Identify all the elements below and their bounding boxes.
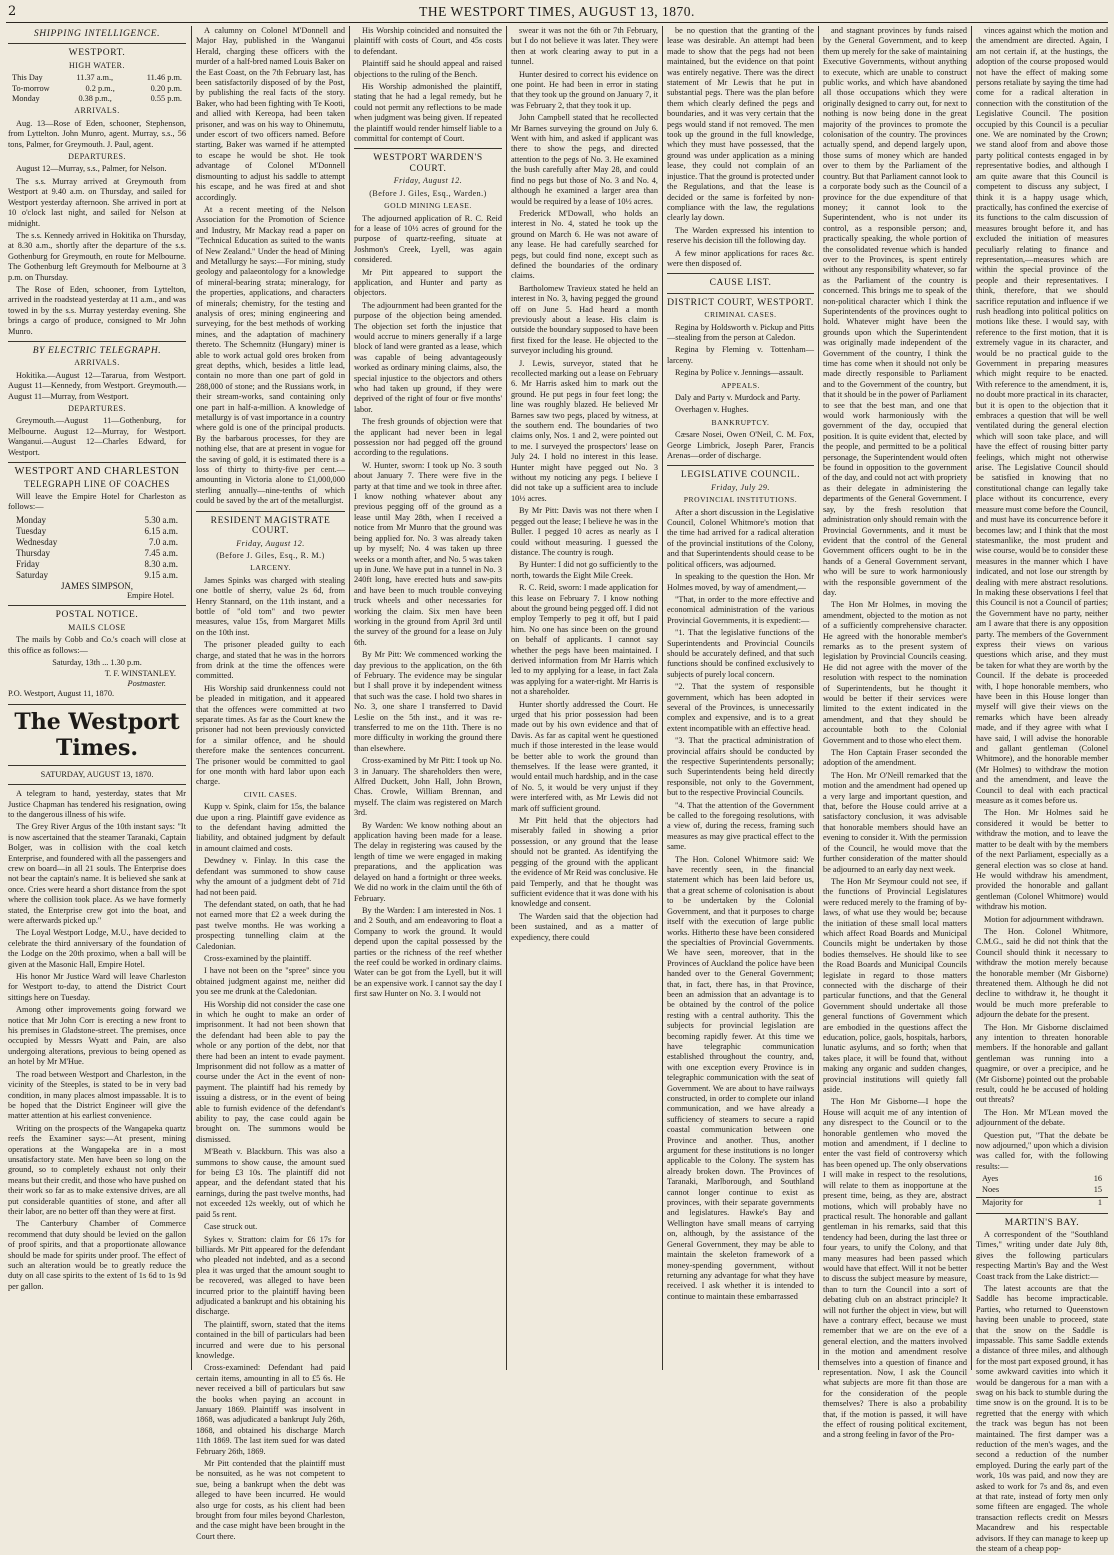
paragraph: Regina by Fleming v. Tottenham—larceny. bbox=[667, 345, 814, 365]
tide-day: To-morrow bbox=[12, 83, 50, 93]
postmaster-title: Postmaster. bbox=[127, 678, 166, 688]
coach-ad-title: WESTPORT AND CHARLESTON bbox=[14, 466, 180, 478]
rule bbox=[8, 605, 186, 606]
paragraph: The prisoner pleaded guilty to each charge, and stated that he was in the horrors from drink at the time the offences were committed. bbox=[196, 640, 345, 681]
tide-am: 0.2 p.m., bbox=[85, 83, 115, 93]
paragraph: By Hunter: I did not go sufficiently to the north, towards the Eight Mile Creek. bbox=[511, 560, 658, 580]
vote-count: 1 bbox=[1097, 1198, 1102, 1208]
coach-row bbox=[8, 559, 186, 570]
subheading: DEPARTURES. bbox=[68, 404, 126, 413]
tide-day: Monday bbox=[12, 94, 40, 104]
paragraph: His honor Mr Justice Ward will leave Charleston for Westport to-day, to attend the District Court sittings here on Tuesday. bbox=[8, 972, 186, 1002]
paragraph: At a recent meeting of the Nelson Association for the Promotion of Science and Industry, Mr Mackay read a paper on "Technical Education as suited to the wants of New Zealand." Under the head of Mining and Metallurgy he says:—For mining, study geology and palaeontology for a knowledge of mineral-bearing strata; mineralogy, for the properties, applications, and characters of minerals; chemistry, for the testing and analysis of ores; mining engineering and surveying, for the best methods of working mines, and the adaptation of machinery thereto. The Schemnitz (Hungary) miner is able to work actual gold ores broken from great depths, which, besides a little lead, contain no more than one part of gold in 288,000 of stone; and the Russians work, in their stream-works, sand containing only one part in half-a-million. A knowledge of metallurgy is of vast importance in a country where gold is one of the principal products. By the barbarous processes, for they are nothing else, that are at present in vogue for the saving of gold, it is estimated there is a loss of thirty to thirty-five per cent.—amounting in Victoria alone to £1,000,000 sterling annually—nine-tenths of which could be saved by the art of the metallurgist. bbox=[196, 204, 345, 506]
paragraph: W. Hunter, sworn: I took up No. 3 south about January 7. There were five in the party at that time and we took in three after. I know nothing whatever about any previous pegging off of the ground as a lease until May 28th, when I received a notice from Mr Munro that the ground was being applied for. No. 3 was already taken up by myself; No. 4 was taken up three weeks or a month after, and No. 5 was taken up in June. We have put in a tunnel in No. 3 240ft long, have erected huts and saw-pits and have been to much trouble conveying truck wheels and other necessaries for working the claim. Six men have been working in the ground from April 3rd until the survey of the ground for a lease on July 6th. bbox=[354, 460, 502, 647]
paragraph: "1. That the legislative functions of the Superintendents and Provincial Councils should be accurately defined, and that such functions should be confined exclusively to subjects of purely local concern. bbox=[667, 628, 814, 679]
paragraph: Mr Pitt appeared to support the application, and Hunter and party as objectors. bbox=[354, 267, 502, 298]
masthead: The Westport Times. bbox=[14, 708, 180, 761]
paragraph: The Grey River Argus of the 10th instant says: "It is now ascertained that the steamer Taranaki, Captain Bolger, was in collision with the coal ketch Enterprise, and foundered with all the passengers and crew on board—in all 21 souls. The Enterprise does not bear the captain's name. It is believed she sank at once. Cries were heard a short distance from the spot where the collision took place. As we have formerly stated, the Enterprise crew got into the boat, and were afterwards picked up." bbox=[8, 822, 186, 925]
coach-time: 5.30 a.m. bbox=[144, 514, 178, 525]
paragraph: The Canterbury Chamber of Commerce recommend that duty should be levied on the gallon of proof spirits, and that a proportionate allowance should be made for spirits under proof. The effect of such an alteration would be to greatly reduce the duty on all case spirits to the extent of 1s 6d to 1s 9d per gallon. bbox=[8, 1219, 186, 1291]
section-date: Friday, July 29. bbox=[711, 482, 770, 492]
paragraph: By Mr Pitt: We commenced working the day previous to the application, on the 6th of February. The evidence may be singular but I shall prove it by independent witness that such was the case. I hold two shares in No. 3, one share I transferred to David Leslie on the 5th inst., and it was re-transferred to me on the 11th. There is no more difficulty in working the ground there than elsewhere. bbox=[354, 650, 502, 753]
telegraph-heading: BY ELECTRIC TELEGRAPH. bbox=[32, 345, 162, 356]
column-rule bbox=[191, 26, 192, 1370]
vote-row bbox=[976, 1185, 1108, 1195]
vote-count: 15 bbox=[1093, 1184, 1102, 1194]
rule bbox=[667, 273, 814, 274]
section-heading: CAUSE LIST. bbox=[709, 278, 772, 289]
paragraph: The s.s. Kennedy arrived in Hokitika on Thursday, at 8.30 a.m., shortly after the departure of the s.s. Gothenburg for Greymouth, en route for Melbourne. The Gothenburg left Greymouth for Melbourne at 3 p.m. on Thursday. bbox=[8, 230, 186, 282]
paragraph: The Hon. Mr O'Neill remarked that the motion and the amendment had opened up a very large and important question, and that, before the House could arrive at a satisfactory conclusion, it was advisable that honorable members should have an evening to consider it. With the permission of the Council, he would move that the further consideration of the matter should be adjourned to an early day next week. bbox=[823, 770, 967, 874]
paragraph: vinces against which the motion and the amendment are directed. Again, I am not certain if, at the hustings, the adoption of the course proposed would not have the effect of making some persons retaliate by saying the time had come for a radical alteration in connection with the constitution of the Legislative Council. The position occupied by this Council is a peculiar one. We are nominated by the Crown; we stand aloof from and above those party political contests engaged in by representative bodies, and although I am quite aware that this Council is competent to discuss any subject, I think it is a happy usage which, practically, has confined the exercise of its functions to the calm discussion of measures brought before it, and has excluded the initiation of measures peculiarly relating to finance and representation,—measures which are within the special province of the people and their representatives. I think, therefore, that we should sacrifice reputation and influence if we rush headlong into political politics on motions like these. I would say, with reference to the first motion, that it is extremely vague in its character, and would be no practical guide to the Government in preparing measures which might require to be enacted. With reference to the amendment, it is, no doubt more practical in its character, but it is open to the objection that it embraces a question that will be well ventilated during the general election which will soon take place, and will have the effect of rousing bitter party feelings, which might not otherwise arise. The Legislative Council should be satisfied in knowing that no constitutional change can legally take place without its concurrence, every measure must come before the Council, and must have its concurrence before it becomes law; and I think that the most statesmanlike, the most prudent and wise course, would be to consider these measures in the manner which I have indicated, and not lose our strength by dealing with mere abstract resolutions. In making these observations I feel that this Council is not a Council of parties; the Government have no party, neither am I aware that there is any opposition party. The members of the Government express their views on various questions which arise, and they must be taken for what they are worth by the Council. If the debate is proceeded with, I hope honorable members, who have been in this House longer than myself will give their views on the remarks which have been already made, and if they agree with what I have said, I will advise the honorable and gallant gentleman (Colonel Whitmore), and the honorable member (Mr Holmes) to withdraw the motion and the amendment, and leave the Council to deal with each practical measure as it comes before us. bbox=[976, 26, 1108, 806]
paragraph: Hokitika.—August 12—Tararua, from Westport. August 11—Kennedy, from Westport. Greymouth.—August 11—Murray, from Westport. bbox=[8, 370, 186, 401]
paragraph: The Hon. Mr Holmes said he considered it would be better to withdraw the motion, and to leave the matter to be dealt with by the members of the next Parliament, especially as a general election was so close at hand. He would withdraw his amendment, provided the honorable and gallant gentleman (Colonel Whitmore) would withdraw his motion. bbox=[976, 808, 1108, 912]
rule bbox=[8, 704, 186, 705]
paragraph: Cross-examined by Mr Pitt: I took up No. 3 in January. The shareholders then were, Alfred Duckett, John Hall, John Brown, Chas. Crowle, William Brennan, and myself. The claim was registered on March 3rd. bbox=[354, 756, 502, 818]
coach-owner-place: Empire Hotel. bbox=[126, 591, 174, 601]
paragraph: Cross-examined: Defendant had paid certain items, amounting in all to £5 6s. He never received a bill of particulars but saw the books when paying an account in January 1869. Plaintiff was insolvent in 1868, was adjudicated a bankrupt July 26th, 1868, and obtained his discharge March 11th 1869. The last item sued for was dated February 26th, 1869. bbox=[196, 1363, 345, 1456]
coach-day: Tuesday bbox=[16, 525, 47, 536]
coach-row bbox=[8, 537, 186, 548]
paragraph: The Hon. Mr Gisborne disclaimed any intention to threaten honorable members. If the honorable and gallant gentleman was running into a quagmire, or over a precipice, and he (Mr Gisborne) pointed out the probable result, could he be accused of holding out threats? bbox=[976, 1022, 1108, 1105]
subheading: LARCENY. bbox=[250, 563, 291, 573]
header-rule bbox=[6, 22, 1108, 23]
paragraph: Bartholomew Travieux stated he held an interest in No. 3, having pegged the ground off on June 5. Had heard a month previously about a lease. His claim is outside the boundary supposed to have been first fixed for the lease. He objected to the surveyor including his ground. bbox=[511, 283, 658, 356]
subheading: BANKRUPTCY. bbox=[711, 417, 770, 427]
coach-timetable bbox=[8, 515, 186, 581]
postal-date: P.O. Westport, August 11, 1870. bbox=[8, 689, 115, 699]
rule bbox=[8, 784, 186, 785]
coach-day: Friday bbox=[16, 558, 40, 569]
paragraph: The latest accounts are that the Saddle has become impracticable. Parties, who returned to Queenstown having been unable to proceed, state that the snow on the Saddle is impassable. This same Saddle extends a distance of three miles, and although for the most part exposed ground, it has some awkward cavities into which it would be dangerous for a man with a swag on his back to stumble during the time snow is on the ground. It is to be regretted that the energy with which the track was begun has not been maintained. The first damper was a reduction of the men's wages, and the second a reduction of the number employed. During the early part of the work, 10s was paid, and now they are asked to work for 7s and 8s, and even at that rate, instead of forty men only some fifteen are engaged. The whole transaction reflects credit on Messrs Macandrew and his respectable advisors. If they can manage to keep up the steam of a cheap pop- bbox=[976, 1283, 1108, 1554]
rule bbox=[8, 765, 186, 766]
coach-time: 8.30 a.m. bbox=[144, 558, 178, 569]
rule bbox=[667, 293, 814, 294]
paragraph: Regina by Police v. Jennings—assault. bbox=[675, 368, 804, 378]
tide-row bbox=[8, 84, 186, 94]
paragraph: The Hon. Colonel Whitmore, C.M.G., said he did not think that the Council should think it necessary to withdraw the motion merely because the honorable member (Mr Gisborne) threatened them. Although he did not decline to withdraw it, he thought it would be much more preferable to adjourn the debate for the present. bbox=[976, 926, 1108, 1020]
paragraph: I have not been on the "spree" since you obtained judgment against me, neither did you see me drunk at the Caledonian. bbox=[196, 966, 345, 997]
column-rule bbox=[662, 26, 663, 1370]
coach-time: 6.15 a.m. bbox=[144, 525, 178, 536]
paragraph: The Hon Captain Fraser seconded the adoption of the amendment. bbox=[823, 748, 967, 768]
postmaster-name: T. F. WINSTANLEY. bbox=[104, 668, 176, 678]
paragraph: J. Lewis, surveyor, stated that he recollected marking out a lease on February 6. Mr Harris asked him to mark out the ground. He put pegs in four feet long; the line was roughly blazed. He believed Mr Barnes saw two pegs, placed by witness, at the southern end. The boundaries of two claims only, Nos. 1 and 2, were pointed out to me. I surveyed the prospectors' lease on July 24. I hold no interest in this lease. Hunter might have pegged out No. 3 without my noticing any pegs. I believe I did not take up a sufficient area to include 10½ acres. bbox=[511, 358, 658, 503]
paragraph: Motion for adjournment withdrawn. bbox=[984, 914, 1104, 924]
paragraph: Case struck out. bbox=[204, 1222, 258, 1232]
coach-time: 7.0 a.m. bbox=[149, 536, 178, 547]
paragraph: By Warden: We know nothing about an application having been made for a lease. The delay in registering was caused by the length of time we were engaged in making preparations, and the application was delayed on hand a fortnight or three weeks. We did no work in the claim until the 6th of February. bbox=[354, 820, 502, 903]
paragraph: The fresh grounds of objection were that the applicant had never been in legal possession nor had pegged off the ground according to the regulations. bbox=[354, 417, 502, 458]
paragraph: The Hon Mr Seymour could not see, if the functions of Provincial Legislatures were reduced merely to the framing of by-laws, of what use they would be; because the initiation of these small local matters which affect Road Boards and Municipal Councils might be undertaken by those bodies themselves. He should like to see the Road Boards and Municipal Councils legislate in regard to those matters connected with the discharge of their particular functions, and that the General Government should undertake all those general functions of Government which are embodied in the questions affect the education, police, gaols, hospitals, harbors, lunatic asylums, and so forth; when that takes place, it will be found that, without making any organic and sudden changes, provincial institutions will quietly fall aside. bbox=[823, 876, 967, 1095]
coach-day: Thursday bbox=[16, 547, 50, 558]
paragraph: After a short discussion in the Legislative Council, Colonel Whitmore's motion that the time had arrived for a radical alteration of the provincial institutions of the Colony, and that Superintendents should cease to be political officers, was adjourned. bbox=[667, 507, 814, 569]
paragraph: The s.s. Murray arrived at Greymouth from Westport at 9.40 a.m. on Thursday, and sailed for Westport yesterday afternoon. She arrived in port at 10 o'clock last night, and sailed for Nelson at midnight. bbox=[8, 176, 186, 228]
subheading: ARRIVALS. bbox=[74, 358, 120, 368]
tide-am: 0.38 p.m., bbox=[78, 94, 112, 104]
paragraph: Daly and Party v. Murdock and Party. bbox=[675, 393, 801, 402]
page-number: 2 bbox=[8, 4, 17, 19]
paragraph: His Worship said drunkenness could not be pleaded in mitigation, and it appeared that the offences were committed at two separate times. As far as the Court knew the prisoner had not been previously convicted for a similar offence, and he should therefore make the sentences concurrent. The prisoner would be committed to gaol for one month with hard labor upon each charge. bbox=[196, 683, 345, 787]
section-date: Friday, August 12. bbox=[393, 176, 463, 186]
vote-label: Majority for bbox=[982, 1198, 1023, 1208]
paragraph: "That, in order to the more effective and economical administration of the various Provincial Governments, it is expedient:— bbox=[667, 594, 814, 625]
section-bench: (Before J. Giles, Esq., R. M.) bbox=[216, 550, 325, 560]
paragraph: The Warden said that the objection had been sustained, and as a matter of expediency, there could bbox=[511, 911, 658, 942]
paragraph: R. C. Reid, sworn: I made application for this lease on February 7. I know nothing about the ground being pegged off. I did not employ Temperly to peg it off, but I paid him. No one has since been on the ground on behalf of applicants. I cannot say whether the pegs have been maintained. I derived information from Mr Harris which led to my applying for a lease, in fact Zala was applying for a water-right. Mr Harris is not a shareholder. bbox=[511, 583, 658, 697]
paragraph: In speaking to the question the Hon. Mr Holmes moved, by way of amendment,— bbox=[667, 572, 814, 592]
vote-count: 16 bbox=[1093, 1174, 1102, 1184]
paragraph: By Mr Pitt: Davis was not there when I pegged out the lease; I believe he was in the Buller. I pegged 10 acres as nearly as I could without measuring. I guessed the distance. The country is rough. bbox=[511, 506, 658, 557]
paragraph: Will leave the Empire Hotel for Charleston as follows:— bbox=[8, 491, 186, 512]
paragraph: A correspondent of the "Southland Times," writing under date July 8th, gives the following particulars respecting Martin's Bay and the West Coast track from the Lake district:— bbox=[976, 1229, 1108, 1281]
paragraph: James Spinks was charged with stealing one bottle of sherry, value 2s 6d, from Henry Stannard, on the 11th instant, and a bottle of "old tom" and two pewter measures, value 15s, from Margaret Mills on the 10th inst. bbox=[196, 575, 345, 637]
paragraph: Greymouth.—August 11—Gothenburg, for Melbourne. August 12—Murray, for Westport. Wanganui.—August 12—Charles Edward, for Westport. bbox=[8, 416, 186, 457]
vote-row bbox=[976, 1174, 1108, 1184]
tide-pm: 0.20 p.m. bbox=[150, 83, 182, 93]
coach-day: Saturday bbox=[16, 569, 48, 580]
rule bbox=[8, 462, 186, 463]
paragraph: A calumny on Colonel M'Donnell and Major Hay, published in the Wanganui Herald, charging these officers with the murder of a half-bred named Louis Baker on the East Coast, on the 7th February last, has been satisfactorily disposed of by the Post, by publishing the real facts of the story. Baker, who had been fighting with Te Kooti, and allied with Kereopa, had been taken prisoner, and was on his way to Ohinemutu, under escort of two officers named. Before starting, Baker was warned if he attempted to escape he would be shot. He took advantage of Colonel M'Donnell dismounting to adjust his saddle to attempt his escape, and he was fired at and shot accordingly. bbox=[196, 26, 345, 202]
paragraph: "4. That the attention of the Government be called to the foregoing resolutions, with a view of, during the recess, framing such measures as may give practical effect to the same. bbox=[667, 800, 814, 852]
rule bbox=[8, 341, 186, 342]
paragraph: Among other improvements going forward we notice that Mr John Corr is erecting a new front to his premises in Gladstone-street. The premises, once occupied by Messrs Wyatt and Pain, are also undergoing alterations, previous to being opened as an hotel by Mr M'Hue. bbox=[8, 1005, 186, 1067]
paragraph: A telegram to hand, yesterday, states that Mr Justice Chapman has tendered his resignation, owing to the dangerous illness of his wife. bbox=[8, 789, 186, 819]
paragraph: "3. That the practical administration of provincial affairs should be conducted by the respective Superintendents personally; such Superintendents being held directly responsible, not only to the Government, but to the respective Provincial Councils. bbox=[667, 736, 814, 798]
division-table bbox=[976, 1174, 1108, 1208]
column-4 bbox=[511, 26, 658, 1370]
column-rule bbox=[971, 26, 972, 1370]
rule bbox=[976, 1213, 1108, 1214]
paragraph: Dewdney v. Finlay. In this case the defendant was summoned to show cause why the amount of a judgment debt of 71d had not been paid. bbox=[196, 856, 345, 897]
paragraph: Mr Pitt held that the objectors had miserably failed in showing a prior possession, or any ground that the lease should not be granted. As identifying the pegging of the ground with the applicant the evidence of Mr Reid was conclusive. He paid Temperly, and that he thought was sufficient evidence that it was done with his knowledge and consent. bbox=[511, 816, 658, 909]
paragraph: The Rose of Eden, schooner, from Lyttelton, arrived in the roadstead yesterday at 11 a.m., and was towed in by the s.s. Murray yesterday evening. She brings a cargo of produce, consigned to Mr John Munro. bbox=[8, 284, 186, 336]
paragraph: Frederick M'Dowall, who holds an interest in No. 4, stated he took up the ground on March 6. He was not aware of any lease. He had carefully searched for pegs, but could find none, except such as defined the boundaries of the ordinary claims. bbox=[511, 208, 658, 281]
paragraph: Plaintiff said he should appeal and raised objections to the ruling of the Bench. bbox=[354, 59, 502, 79]
paragraph: Hunter desired to correct his evidence on one point. He had been in error in stating that they took up the ground on January 7, it was February 2, that they took it up. bbox=[511, 69, 659, 110]
paragraph: Cross-examined by the plaintiff. bbox=[204, 953, 312, 963]
paragraph: The Loyal Westport Lodge, M.U., have decided to celebrate the third anniversary of the foundation of the Lodge on the 20th proximo, when a ball will be given at the Masonic Hall, Empire Hotel. bbox=[8, 928, 186, 969]
tide-row bbox=[8, 73, 186, 83]
column-6 bbox=[823, 26, 967, 1440]
paragraph: "2. That the system of responsible government, which has been adopted in several of the Provinces, is unnecessarily complex and expensive, and is to a great extent incompatible with an effective head. bbox=[667, 682, 814, 733]
section-bench: (Before J. Giles, Esq., Warden.) bbox=[369, 188, 487, 198]
tide-am: 11.37 a.m., bbox=[76, 73, 114, 83]
tide-pm: 0.55 p.m. bbox=[150, 94, 182, 104]
paragraph: The Hon Mr Gisborne—I hope the House will acquit me of any intention of any disrespect to the Council or to the honorable gentlemen who moved the motion and amendment, if I decline to enter the vast field of controversy which has been opened up. The only observations I will make in respect to the resolutions, will relate to them as inopportune at the present time, being, as they are, abstract motions, which will probably have no practical result. The honorable and gallant gentleman in his remarks, said that this tendency had been, during the last three or four years, to unify the Colony, and that many measures had been passed which would have that effect. Will it not be better to discuss the subject measure by measure, than to turn the Council into a sort of debating club on an abstract principle? It will not further the object in view, but will have a contrary effect, because we must remember that we are on the eve of a general election, and the matters involved in the motion and amendment resolve themselves into a question of finance and representation. Now, I ask the Council what subjects are more fit than those are for the consideration of the people themselves? There is also a probability that, if the motion is passed, it will have the effect of rousing political excitement, and a strong feeling in favor of the Pro- bbox=[823, 1097, 967, 1440]
coach-ad-subtitle: TELEGRAPH LINE OF COACHES bbox=[24, 479, 170, 490]
paragraph: Writing on the prospects of the Wangapeka quartz reefs the Examiner says:—At present, mining operations at the Wangapeka are in a most unsatisfactory state. Men have been so long on the ground, so to completely exhaust not only their means but their credit, and those who have pushed on their work so far as to make extensive drives, are all put considerable quantities of stone, and after all their labor, are no better off than they were at first. bbox=[8, 1123, 186, 1216]
section-heading: RESIDENT MAGISTRATE COURT. bbox=[210, 515, 331, 537]
page-header bbox=[0, 4, 1114, 22]
paragraph: The road between Westport and Charleston, in the vicinity of the Steeples, is stated to be in very bad condition, in many places almost impassable. It is to be hoped that the District Engineer will give the matter attention at his earliest convenience. bbox=[8, 1069, 186, 1121]
column-rule bbox=[349, 26, 350, 1370]
column-3 bbox=[354, 26, 502, 1370]
subheading: CRIMINAL CASES. bbox=[704, 310, 777, 320]
paragraph: The plaintiff, sworn, stated that the items contained in the bill of particulars had been incurred and were due to his personal knowledge. bbox=[196, 1319, 345, 1360]
paragraph: The defendant stated, on oath, that he had not earned more that £2 a week during the past twelve months. He was working a prospecting tunnelling claim at the Caledonian. bbox=[196, 899, 345, 951]
vote-row bbox=[976, 1197, 1108, 1208]
subheading: CIVIL CASES. bbox=[243, 789, 298, 799]
paragraph: M'Beath v. Blackburn. This was also a summons to show cause, the amount sued for being £3 10s. The plaintiff did not appear, and the defendant stated that his earnings, during the past twelve months, had not exceeded 12s weekly, out of which he paid 5s rent. bbox=[196, 1147, 345, 1219]
paragraph: The Hon. Mr M'Lean moved the adjournment of the debate. bbox=[976, 1107, 1108, 1128]
subheading: APPEALS. bbox=[721, 380, 760, 390]
subheading: ARRIVALS. bbox=[74, 106, 120, 116]
paragraph: The adjournment had been granted for the purpose of the objection being amended. The objection set forth the injustice that would accrue to miners generally if a large block of land were granted as a lease, which was capable of being advantageously worked as ordinary mining claims, also, the special injustice to the objectors and others who had taken up ground, if they were deprived of the right of four or five months' labor. bbox=[354, 300, 502, 414]
paragraph: The Hon. Colonel Whitmore said: We have recently seen, in the financial statement which has been laid before us, that a great scheme of colonisation is about to be undertaken by the Colonial Government, and that it purposes to charge itself with the execution of large public works. Hitherto these have been considered the specialties of Provincial Governments. We have seen, moreover, that in the Provinces of Auckland the police have been handed over to the General Government; that, in fact, there has, in that Province, been an admission that an advantage is to be obtained by the control of the police resting with a central authority. This the subjects for provincial legislation are becoming rapidly fewer. At this time we have telegraphic communication established throughout the country, and, with one exception every Province is in telegraphic communication with the seat of Government. We are about to have railways constructed, in order to complete our inland communication, and we have already a sufficiency of steamers to secure a rapid coastal communication between one Province and another. Thus, another argument for these institutions is no longer applicable to the Colony. The system has already broken down. The Provinces of Taranaki, Marlborough, and Southland cannot longer continue to exist as provinces, with their separate governments and legislatures. Hawke's Bay and Wellington have small means of carrying on, although, by the assistance of the General Government, they may be able to maintain the skeleton framework of a money-spending government, without returning any advantage for what they have received. I ask whether it is intended to continue to maintain these embarrassed bbox=[667, 854, 814, 1301]
tide-day: This Day bbox=[12, 73, 43, 83]
shipping-heading: SHIPPING INTELLIGENCE. bbox=[33, 29, 161, 39]
rule bbox=[354, 148, 502, 149]
rule bbox=[667, 465, 814, 466]
paragraph: Question put, "That the debate be now adjourned," upon which a division was called for, with the following results:— bbox=[976, 1130, 1108, 1171]
paragraph: The mails by Cobb and Co.'s coach will close at this office as follows:— bbox=[8, 635, 186, 655]
coach-time: 7.45 a.m. bbox=[144, 547, 178, 558]
paragraph: A few minor applications for races &c. were then disposed of. bbox=[667, 248, 814, 268]
paragraph: swear it was not the 6th or 7th February, but I do not believe it was later. They were then at work clearing away to put in a tunnel. bbox=[511, 26, 658, 67]
paragraph: Sykes v. Stratton: claim for £6 17s for billiards. Mr Pitt appeared for the defendant who pleaded not indebted, and as a second plea it was urged that the amount sought to be recovered, was alleged to have been incurred prior to the plaintiff having been adjudicated a bankrupt and his obtaining his discharge. bbox=[196, 1234, 345, 1317]
port-heading: WESTPORT. bbox=[68, 48, 126, 59]
column-7 bbox=[976, 26, 1108, 1554]
postal-time: Saturday, 13th ... 1.30 p.m. bbox=[52, 658, 142, 668]
coach-row bbox=[8, 526, 186, 537]
tide-pm: 11.46 p.m. bbox=[146, 73, 182, 83]
column-rule bbox=[818, 26, 819, 1370]
section-heading: MARTIN'S BAY. bbox=[1004, 1217, 1080, 1228]
subheading: PROVINCIAL INSTITUTIONS. bbox=[683, 495, 798, 505]
coach-row bbox=[8, 515, 186, 526]
paragraph: be no question that the granting of the lease was desirable. An attempt had been made to show that the pegs had not been maintained, but the evidence on that point was entirely negative. There was the direct statement of Mr Lewis that he put in substantial pegs. There was the plan before them which clearly defined the pegs and boundaries, and it was very certain that the pegs would stand if not removed. The men took up the ground in the full knowledge, which they must have possessed, that the ground was under application as a mining lease, they could not complain of an injustice. That the ground is protected under the Regulations, and that the lease is decided or the same is forfeited by non-compliance with the law, the regulations clearly lay down. bbox=[667, 26, 814, 223]
paragraph: Overhagen v. Hughes. bbox=[675, 405, 749, 415]
coach-owner: JAMES SIMPSON, bbox=[60, 580, 134, 591]
tide-table bbox=[8, 73, 186, 104]
paragraph: Cæsare Nosei, Owen O'Neil, C. M. Fox, George Limbrick, Joseph Parer, Francis Arenas—order of discharge. bbox=[667, 430, 814, 461]
column-2 bbox=[196, 26, 345, 1541]
paragraph: His Worship did not consider the case one in which he ought to make an order of imprisonment. It had not been shown that the defendant had been able to pay the whole or any portion of the debt, nor that there had been an intent to evade payment. Imprisonment did not follow as a matter of course under the Act in the event of non-payment. The plaintiff had his remedy by issuing a distress, or in the event of being able to furnish evidence of the defendant's ability to pay, the case could again be brought on. The summons would be dismissed. bbox=[196, 999, 345, 1144]
paragraph: Kupp v. Spink, claim for 15s, the balance due upon a ring. Plaintiff gave evidence as to the defendant having admitted the liability, and obtained judgment by default in amount claimed and costs. bbox=[196, 802, 345, 853]
rule bbox=[196, 511, 345, 512]
subheading: GOLD MINING LEASE. bbox=[384, 201, 472, 211]
coach-row bbox=[8, 570, 186, 581]
paragraph: Mr Pitt contended that the plaintiff must be nonsuited, as he was not competent to sue, being a bankrupt when the debt was alleged to have been incurred. He would also urge for costs, as his client had been brought from four miles beyond Charleston, and the case might have been brought in the Court there. bbox=[196, 1459, 345, 1541]
paragraph: The Warden expressed his intention to reserve his decision till the following day. bbox=[667, 225, 814, 246]
tide-row bbox=[8, 94, 186, 104]
section-heading: LEGISLATIVE COUNCIL. bbox=[680, 470, 801, 481]
coach-row bbox=[8, 548, 186, 559]
postal-heading: POSTAL NOTICE. bbox=[55, 610, 139, 621]
paragraph: and stagnant provinces by funds raised by the General Government, and to keep them up merely for the sake of maintaining Executive Governments, without anything to execute, which are unable to construct public works, and which have abandoned all those occupations which they were originally designed to carry out, for next to nothing is now being done in the great majority of the provinces to promote the colonisation of the country. The provinces actually spend, and depend largely upon, those sums of money which are handed over to them by the Parliament of the country. But that Parliament cannot look to a corporate body such as the Council of a province for the due expenditure of that money; it cannot look to the Superintendent, who is not under its control, as a responsible person; and, practically speaking, the whole portion of the consolidated revenue which is handed over to the Provinces, is spent entirely without any responsibility whatever, so far as the Parliament of the country is concerned. This brings me to speak of the non-political character which I think the Superintendents of the provinces ought to hold. Whatever might have been the grounds upon which the Superintendent was originally made independent of the Government of the country, I think the time has come when it should not only be made directly responsible to Parliament and to the Government of the country, but that it should be in the power of Parliament to see that the best man, and one that would work harmoniously with the government of the day, occupied that position. It is quite evident that, elected by the people, and permitted to be a political personage, the Superintendent would often be found in opposition to the government of the day, and could not act with propriety as their delegate in administering the departments of the General Government. I say, by the fresh resolution that administration only should remain with the Provincial Governments, and it must be evident that the control of the General Government officers ought to be in the hands of a General Government servant, who will be sure to work harmoniously with the responsible government of the day. bbox=[823, 26, 967, 597]
column-5 bbox=[667, 26, 814, 1370]
subheading: HIGH WATER. bbox=[68, 60, 125, 70]
section-heading: WESTPORT WARDEN'S COURT. bbox=[373, 153, 483, 174]
section-date: Friday, August 12. bbox=[236, 538, 305, 548]
coach-day: Wednesday bbox=[16, 536, 58, 547]
paragraph: Hunter shortly addressed the Court. He urged that his prior possession had been made out by his own evidence and that of Davis. As far as capital went he questioned much if those interested in the lease would be better able to work the ground than themselves. If the lease were granted, it would entail much hardship, and in the case of No. 5, it would be very unjust if they were interfered with, as Mr Lewis did not mark off sufficient ground. bbox=[511, 699, 658, 813]
subheading: DEPARTURES. bbox=[68, 152, 126, 162]
vote-label: Ayes bbox=[982, 1174, 999, 1184]
paragraph: The Hon Mr Holmes, in moving the amendment, objected to the motion as not of a sufficiently comprehensive character. He agreed with the honorable member's remarks as to the present system of legislation by Provincial Councils ceasing. He did not agree with the mover of the resolution with respect to the nomination of Superintendents, but he thought it would be better if their services were limited to the extent indicated in the amendment, and that they should be accountable both to the Colonial Government and to those who elect them. bbox=[823, 600, 967, 745]
paragraph: His Worship admonished the plaintiff, stating that he had a legal remedy, but he could not permit any reflections to be made when judgment was being given. If repeated the plaintiff would render himself liable to a committal for contempt of Court. bbox=[354, 82, 502, 144]
column-rule bbox=[506, 26, 507, 1370]
running-title: THE WESTPORT TIMES, AUGUST 13, 1870. bbox=[419, 4, 695, 19]
paragraph: His Worship coincided and nonsuited the plaintiff with costs of Court, and 45s costs to defendant. bbox=[354, 26, 502, 56]
coach-time: 9.15 a.m. bbox=[144, 569, 178, 580]
paragraph: Aug. 13—Rose of Eden, schooner, Stephenson, from Lyttelton. John Munro, agent. Murray, s.s., 56 tons, Palmer, for Greymouth. J. Paul, agent. bbox=[8, 118, 186, 149]
paragraph: The adjourned application of R. C. Reid for a lease of 10½ acres of ground for the purpose of quartz-reefing, situate at Joshmon's Creek, Lyell, was again considered. bbox=[354, 213, 502, 265]
column-1 bbox=[8, 26, 186, 1370]
paragraph: Regina by Holdsworth v. Pickup and Pitts—stealing from the person at Caledon. bbox=[667, 322, 814, 342]
section-heading: DISTRICT COURT, WESTPORT. bbox=[667, 297, 814, 308]
coach-day: Monday bbox=[16, 514, 46, 525]
paragraph: By the Warden: I am interested in Nos. 1 and 2 South, and am endeavoring to float a Company to work the ground. It would depend upon the capital possessed by the parties or the richness of the reef whether the reef could be worked in ordinary claims. Water can be got from the Lyell, but it will be an expensive work. I cannot say the day I first saw Hunter on No. 3. I would not bbox=[354, 905, 502, 999]
vote-label: Noes bbox=[982, 1184, 1000, 1194]
masthead-date: SATURDAY, AUGUST 13, 1870. bbox=[40, 769, 154, 779]
paragraph: August 12—Murray, s.s., Palmer, for Nelson. bbox=[16, 164, 167, 174]
paragraph: John Campbell stated that he recollected Mr Barnes surveying the ground on July 6. Went with him, and asked if applicant was there to show the pegs, and directed attention to the pegs of No. 3. He examined the bush carefully after May 28, and could find no pegs but those of No. 3 and No. 4, although he examined a larger area than would be required by a lease of 10½ acres. bbox=[511, 113, 658, 206]
subheading: MAILS CLOSE bbox=[68, 622, 126, 632]
rule bbox=[8, 43, 186, 44]
